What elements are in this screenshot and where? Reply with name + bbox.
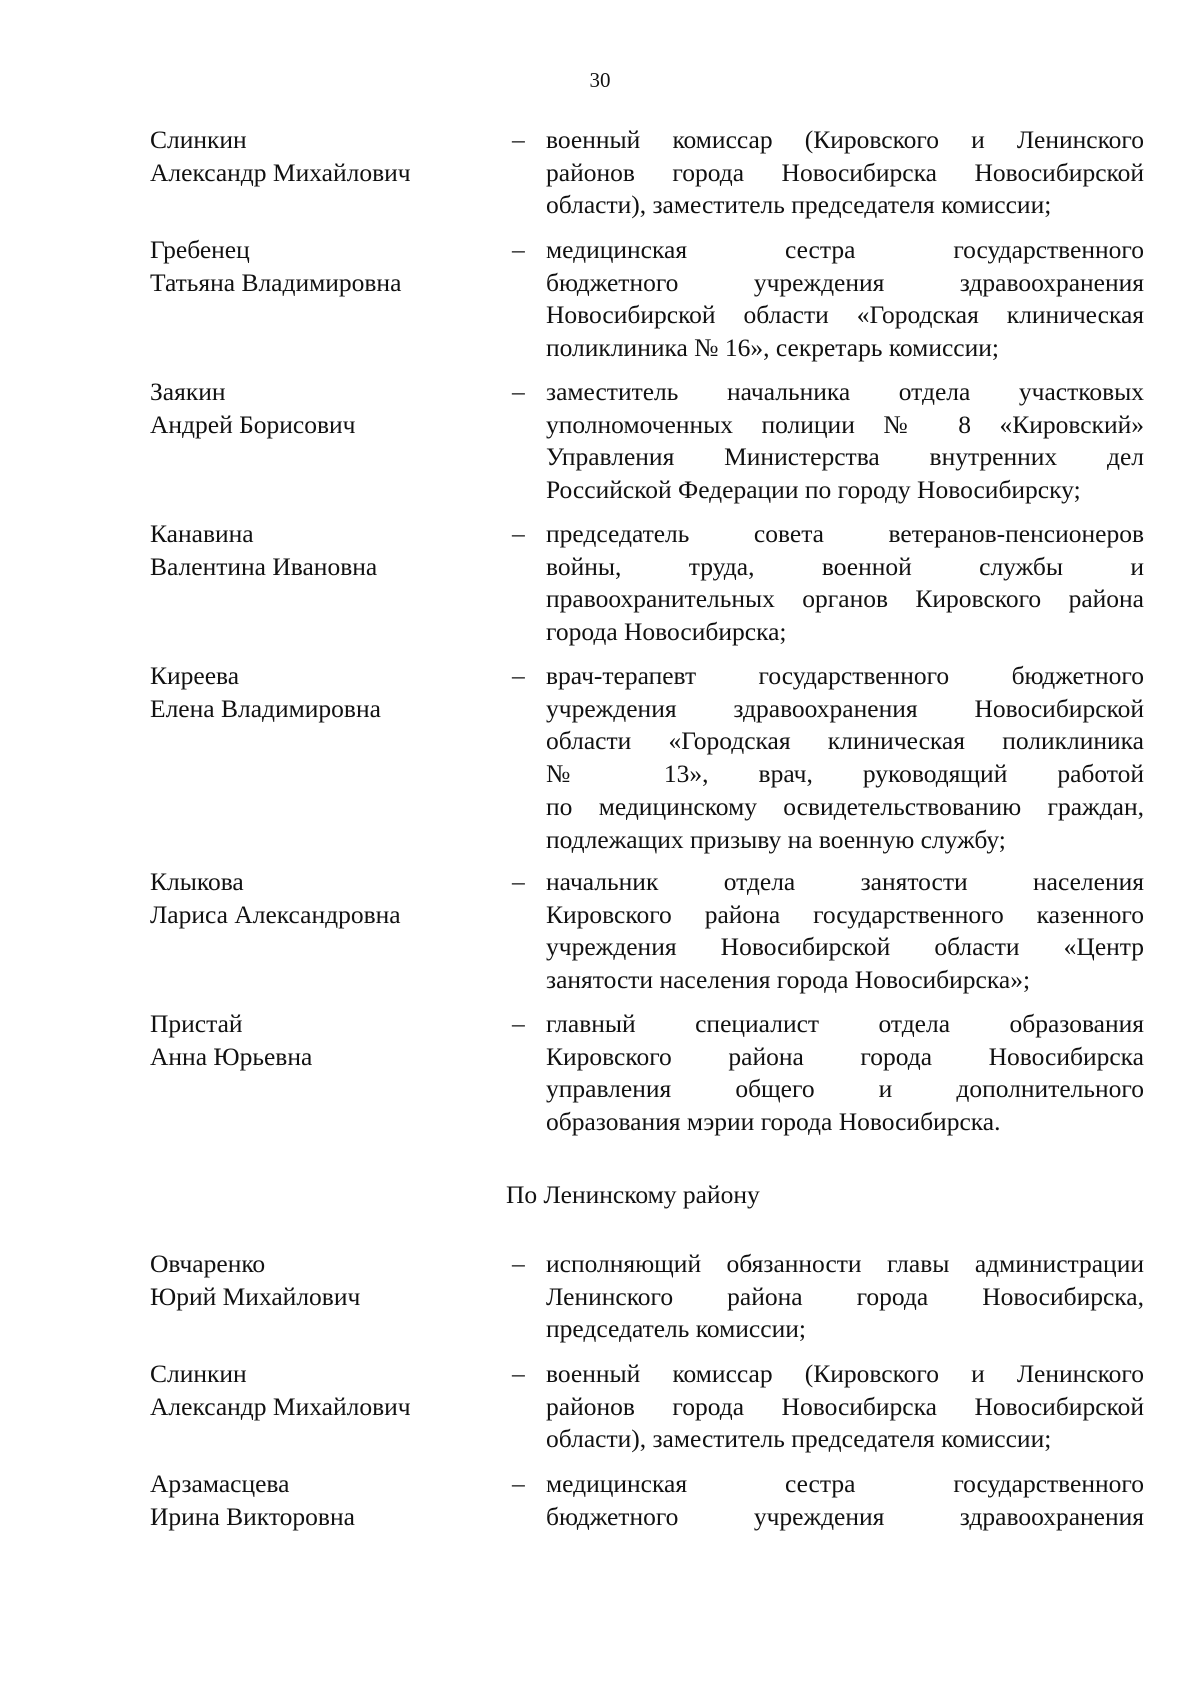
dash-separator: –: [512, 125, 525, 154]
role-text-line: учреждения Новосибирской области «Центр: [546, 932, 1144, 962]
role-text-line: войны, труда, военной службы и: [546, 551, 1144, 581]
role-text-line: районов города Новосибирска Новосибирской: [546, 1391, 1144, 1421]
member-name: [150, 234, 490, 299]
role-text-line: области «Городская клиническая поликлиника: [546, 726, 1144, 756]
role-text-line: районов города Новосибирска Новосибирской: [546, 157, 1144, 187]
role-text-line: по медицинскому освидетельствованию граждан,: [546, 791, 1144, 821]
member-surname: Заякин: [150, 377, 226, 406]
member-surname: Клыкова: [150, 867, 244, 896]
member-given-names: Александр Михайлович: [150, 157, 411, 187]
member-surname: Канавина: [150, 519, 254, 548]
member-surname: Арзамасцева: [150, 1469, 290, 1498]
role-text-line: области), заместитель председателя комиссии;: [546, 190, 1052, 220]
role-text-line: медицинская сестра государственного: [546, 1469, 1144, 1498]
role-text-line: подлежащих призыву на военную службу;: [546, 824, 1006, 854]
role-text-line: Новосибирской области «Городская клиническая: [546, 300, 1144, 330]
member-role-description: [546, 660, 1144, 856]
member-given-names: Татьяна Владимировна: [150, 267, 402, 297]
role-text-line: № 13», врач, руководящий работой: [546, 759, 1144, 789]
role-text-line: военный комиссар (Кировского и Ленинского: [546, 125, 1144, 154]
member-given-names: Валентина Ивановна: [150, 551, 378, 581]
role-text-line: медицинская сестра государственного: [546, 235, 1144, 264]
member-role-description: [546, 1468, 1144, 1533]
role-text-line: Управления Министерства внутренних дел: [546, 442, 1144, 472]
role-text-line: учреждения здравоохранения Новосибирской: [546, 693, 1144, 723]
member-given-names: Юрий Михайлович: [150, 1281, 361, 1311]
member-surname: Овчаренко: [150, 1249, 266, 1278]
role-text-line: правоохранительных органов Кировского района: [546, 584, 1144, 614]
role-text-line: врач-терапевт государственного бюджетного: [546, 661, 1144, 690]
section-heading: По Ленинскому району: [506, 1180, 760, 1209]
member-given-names: Александр Михайлович: [150, 1391, 411, 1421]
member-surname: Слинкин: [150, 1359, 247, 1388]
dash-separator: –: [512, 377, 525, 406]
member-surname: Пристай: [150, 1009, 243, 1038]
role-text-line: главный специалист отдела образования: [546, 1009, 1144, 1038]
role-text-line: Кировского района города Новосибирска: [546, 1041, 1144, 1071]
member-role-description: [546, 124, 1144, 222]
dash-separator: –: [512, 519, 525, 548]
member-name: [150, 124, 490, 189]
role-text-line: Ленинского района города Новосибирска,: [546, 1281, 1144, 1311]
role-text-line: заместитель начальника отдела участковых: [546, 377, 1144, 406]
member-role-description: [546, 1008, 1144, 1139]
dash-separator: –: [512, 235, 525, 264]
role-text-line: поликлиника № 16», секретарь комиссии;: [546, 333, 999, 363]
member-given-names: Андрей Борисович: [150, 409, 356, 439]
member-role-description: [546, 866, 1144, 997]
member-role-description: [546, 1248, 1144, 1346]
member-role-description: [546, 1358, 1144, 1456]
role-text-line: исполняющий обязанности главы администрации: [546, 1249, 1144, 1278]
member-name: [150, 1468, 490, 1533]
role-text-line: председатель комиссии;: [546, 1314, 806, 1344]
member-name: [150, 1008, 490, 1073]
member-role-description: [546, 376, 1144, 507]
member-name: [150, 866, 490, 931]
dash-separator: –: [512, 1359, 525, 1388]
dash-separator: –: [512, 867, 525, 896]
role-text-line: Кировского района государственного казенного: [546, 899, 1144, 929]
member-surname: Слинкин: [150, 125, 247, 154]
member-given-names: Ирина Викторовна: [150, 1501, 355, 1531]
member-given-names: Анна Юрьевна: [150, 1041, 313, 1071]
dash-separator: –: [512, 661, 525, 690]
member-name: [150, 376, 490, 441]
member-given-names: Елена Владимировна: [150, 693, 381, 723]
role-text-line: военный комиссар (Кировского и Ленинского: [546, 1359, 1144, 1388]
role-text-line: начальник отдела занятости населения: [546, 867, 1144, 896]
member-given-names: Лариса Александровна: [150, 899, 401, 929]
member-role-description: [546, 518, 1144, 649]
member-name: [150, 1358, 490, 1423]
dash-separator: –: [512, 1249, 525, 1278]
member-name: [150, 1248, 490, 1313]
member-name: [150, 660, 490, 725]
role-text-line: управления общего и дополнительного: [546, 1074, 1144, 1104]
member-surname: Гребенец: [150, 235, 250, 264]
role-text-line: председатель совета ветеранов-пенсионеров: [546, 519, 1144, 548]
dash-separator: –: [512, 1469, 525, 1498]
role-text-line: бюджетного учреждения здравоохранения: [546, 267, 1144, 297]
role-text-line: образования мэрии города Новосибирска.: [546, 1107, 1001, 1137]
member-name: [150, 518, 490, 583]
role-text-line: бюджетного учреждения здравоохранения: [546, 1501, 1144, 1531]
role-text-line: области), заместитель председателя комиссии;: [546, 1424, 1052, 1454]
role-text-line: занятости населения города Новосибирска»;: [546, 965, 1031, 995]
role-text-line: города Новосибирска;: [546, 617, 787, 647]
dash-separator: –: [512, 1009, 525, 1038]
role-text-line: Российской Федерации по городу Новосибирску;: [546, 475, 1081, 505]
page-number: 30: [589, 68, 611, 92]
member-role-description: [546, 234, 1144, 365]
role-text-line: уполномоченных полиции № 8 «Кировский»: [546, 409, 1144, 439]
member-surname: Киреева: [150, 661, 240, 690]
